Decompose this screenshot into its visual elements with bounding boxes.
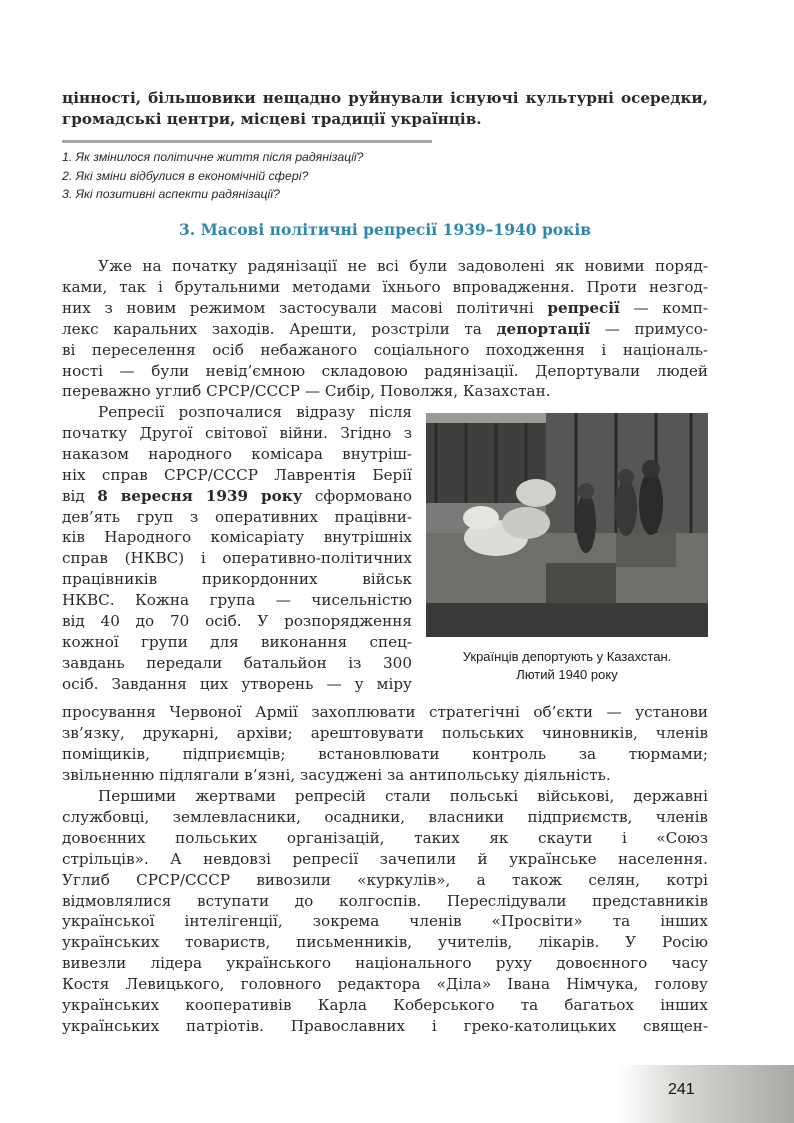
p3-line: українських патріотів. Православних і греко-католицьких священ- bbox=[62, 1016, 708, 1035]
p3-line: українських товариств, письменників, учителів, лікарів. У Росію bbox=[62, 933, 708, 952]
p1-line: ками, так і брутальними методами їхнього впровадження. Проти незгод- bbox=[62, 277, 708, 296]
p1-line: Уже на початку радянізації не всі були задоволені як новими поряд- bbox=[98, 257, 708, 275]
p3-line: Першими жертвами репресій стали польські військові, державні bbox=[98, 787, 708, 805]
p1-text: лекс каральних заходів. Арешти, розстріли та bbox=[62, 319, 497, 338]
p1-text: — комп- bbox=[619, 298, 708, 317]
caption-line-1: Українців депортують у Казахстан. bbox=[462, 649, 672, 664]
p3-line: стрільців». А невдовзі репресії зачепили й українське населення. bbox=[62, 849, 708, 868]
term-deportations: депортації bbox=[496, 319, 591, 338]
p3-line: українських кооперативів Карла Коберського та багатьох інших bbox=[62, 996, 708, 1015]
date-highlight: 8 вересня 1939 року bbox=[97, 486, 303, 505]
p2-line: просування Червоної Армії захоплювати стратегічні об’єкти — установи bbox=[62, 703, 708, 721]
p2-line: кожної групи для виконання спец- bbox=[62, 632, 412, 651]
p2-line: ніх справ СРСР/СССР Лаврентія Берії bbox=[62, 465, 412, 484]
p3-line: Углиб СРСР/СССР вивозили «куркулів», а також селян, котрі bbox=[62, 870, 708, 889]
p1-line bbox=[62, 298, 708, 319]
p1-line bbox=[62, 319, 708, 340]
p3-line: Костя Левицького, головного редактора «Діла» Івана Німчука, голову bbox=[62, 975, 708, 994]
p2-text: сформовано bbox=[302, 486, 412, 505]
deportation-photo bbox=[426, 413, 708, 637]
p1-line: переважно углиб СРСР/СССР — Сибір, Поволжя, Казахстан. bbox=[62, 382, 551, 401]
p2-text: від bbox=[62, 486, 98, 505]
caption-line-2: Лютий 1940 року bbox=[516, 667, 618, 682]
page-number: 241 bbox=[668, 1081, 695, 1098]
review-questions bbox=[62, 148, 364, 204]
p2-line bbox=[62, 486, 412, 507]
p1-line: ності — були невід’ємною складовою радянізації. Депортували людей bbox=[62, 361, 708, 380]
p2-line: поміщиків, підприємців; встановлювати контроль за тюрмами; bbox=[62, 744, 708, 763]
p3-line: української інтелігенції, зокрема членів «Просвіти» та інших bbox=[62, 912, 708, 931]
intro-paragraph bbox=[62, 88, 708, 130]
p1-line: ві переселення осіб небажаного соціального походження і національ- bbox=[62, 340, 708, 359]
questions-divider bbox=[62, 140, 432, 143]
p2-line: справ (НКВС) і оперативно-політичних bbox=[62, 549, 412, 568]
paragraph-3 bbox=[62, 786, 708, 1037]
p3-line: службовці, землевласники, осадники, власники підприємств, членів bbox=[62, 807, 708, 826]
page-number-tab bbox=[620, 1065, 794, 1123]
p3-line: вивезли лідера українського національного руху довоєнного часу bbox=[62, 954, 708, 973]
p2-line: звільненню підлягали в’язні, засуджені за антипольську діяльність. bbox=[62, 765, 611, 784]
question-1: 1. Як змінилося політичне життя після радянізації? bbox=[62, 150, 364, 164]
p1-text: них з новим режимом застосували масові політичні bbox=[62, 298, 548, 317]
p3-line: довоєнних польських організацій, таких як скаути і «Союз bbox=[62, 828, 708, 847]
p2-line: осіб. Завдання цих утворень — у міру bbox=[62, 674, 412, 693]
photo-caption bbox=[426, 648, 708, 684]
question-3: 3. Які позитивні аспекти радянізації? bbox=[62, 187, 280, 201]
paragraph-1 bbox=[62, 256, 708, 402]
p2-line: початку Другої світової війни. Згідно з bbox=[62, 423, 412, 442]
p2-line: дев’ять груп з оперативних працівни- bbox=[62, 507, 412, 526]
paragraph-2-full bbox=[62, 702, 708, 786]
p1-text: — примусо- bbox=[590, 319, 708, 338]
photo-illustration bbox=[426, 413, 708, 637]
intro-line-2: громадські центри, місцеві традиції українців. bbox=[62, 109, 482, 128]
p2-line: завдань передали батальйон із 300 bbox=[62, 653, 412, 672]
p2-line: наказом народного комісара внутріш- bbox=[62, 444, 412, 463]
section-title: 3. Масові політичні репресії 1939–1940 років bbox=[179, 220, 591, 239]
term-repressions: репресії bbox=[547, 298, 620, 317]
intro-line-1: цінності, більшовики нещадно руйнували існуючі культурні осередки, bbox=[62, 89, 708, 107]
p2-line: ків Народного комісаріату внутрішніх bbox=[62, 528, 412, 547]
p2-line: НКВС. Кожна група — чисельністю bbox=[62, 591, 412, 610]
p2-line: зв’язку, друкарні, архіви; арештовувати польських чиновників, членів bbox=[62, 723, 708, 742]
question-2: 2. Які зміни відбулися в економічній сфері? bbox=[62, 168, 309, 183]
p2-line: від 40 до 70 осіб. У розпорядження bbox=[62, 612, 412, 631]
p2-line: Репресії розпочалися відразу після bbox=[98, 403, 412, 421]
p3-line: відмовлялися вступати до колгоспів. Переслідували представників bbox=[62, 891, 708, 910]
paragraph-2-side bbox=[62, 402, 412, 695]
p2-line: працівників прикордонних військ bbox=[62, 570, 412, 589]
